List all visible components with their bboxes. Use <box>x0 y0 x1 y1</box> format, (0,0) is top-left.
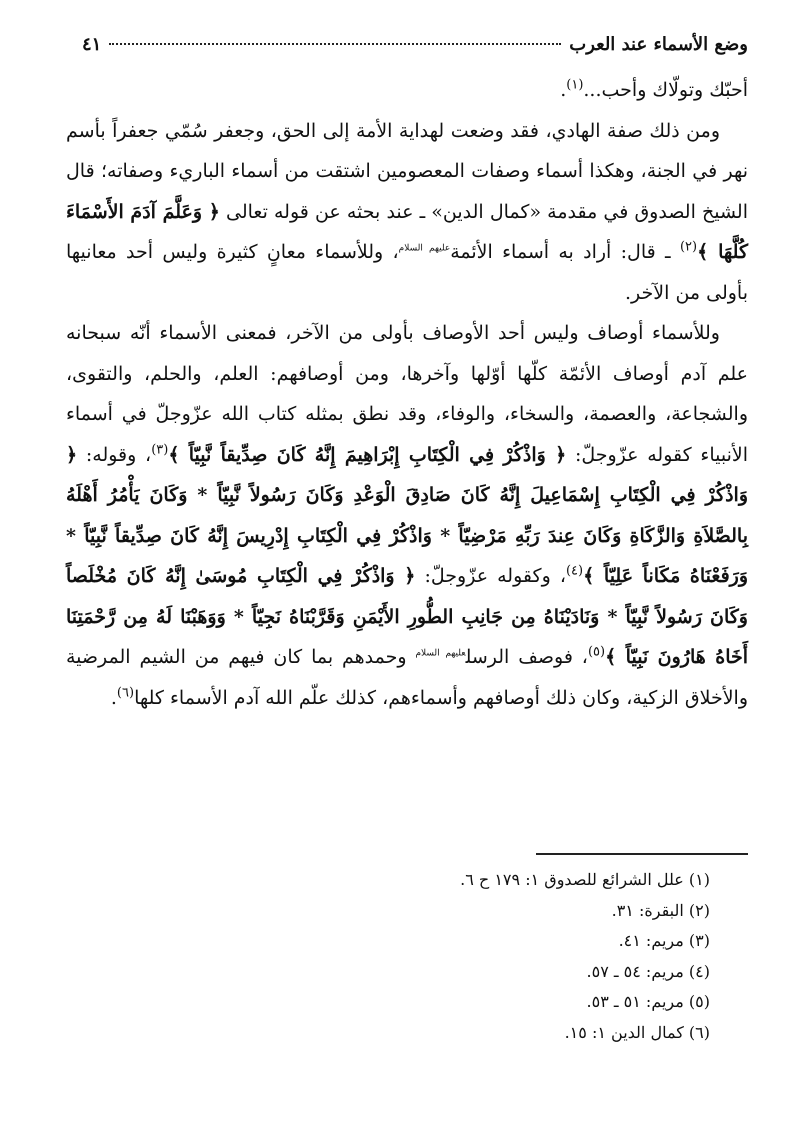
honorific-glyph: عليهم السلام <box>398 243 451 254</box>
paragraph <box>66 70 748 111</box>
footnote-item: (٦) كمال الدين ١: ١٥. <box>564 1022 710 1042</box>
footnote-ref: (٦) <box>116 685 135 701</box>
text-run: ، وللأسماء معانٍ كثيرة وليس أحد معانيها بأولى من الآخر. <box>66 241 748 304</box>
quran-verse: ﴿ وَاذْكُرْ فِي الْكِتَابِ إِبْرَاهِيمَ إِنَّهُ كَانَ صِدِّيقاً نَّبِيّاً ﴾ <box>168 443 567 466</box>
leader-dots <box>109 43 561 45</box>
footnote-item: (٤) مريم: ٥٤ ـ ٥٧. <box>586 961 710 981</box>
quran-verse: ﴿ وَاذْكُرْ فِي الْكِتَابِ إِسْمَاعِيلَ إِنَّهُ كَانَ صَادِقَ الْوَعْدِ وَكَانَ رَسُولاً نَّبِيّاً * وَكَانَ يَأْمُرُ أَهْلَهُ بِالصَّلاَةِ وَالزَّكَاةِ وَكَانَ عِندَ رَبِّهِ مَرْضِيّاً * وَاذْكُرْ فِي الْكِتَابِ إِدْرِيسَ إِنَّهُ كَانَ صِدِّيقاً نَّبِيّاً * وَرَفَعْنَاهُ مَكَاناً عَلِيّاً ﴾ <box>66 443 748 587</box>
footnote-ref: (٣) <box>151 442 169 458</box>
text-run: ومن ذلك صفة الهادي، فقد وضعت لهداية الأمة إلى الحق، وجعفر سُمّي جعفراً بأسم نهر في الجنة، وهكذا أسماء وصفات المعصومين اشتقت من أسماء الباريء وصفاته؛ قال الشيخ الصدوق في مقدمة «كمال الدين» ـ عند بحثه عن قوله تعالى <box>66 119 748 223</box>
text-run: ، وقوله: <box>77 443 152 466</box>
running-head <box>82 34 748 62</box>
footnote-ref: (٢) <box>679 239 698 255</box>
page-number: ٤١ <box>82 34 102 55</box>
paragraph <box>66 111 748 314</box>
footnote-item: (١) علل الشرائع للصدوق ١: ١٧٩ ح ٦. <box>460 870 710 889</box>
running-head-title: وضع الأسماء عند العرب <box>569 34 748 55</box>
footnote-item: (٥) مريم: ٥١ ـ ٥٣. <box>586 992 710 1011</box>
footnote-item: (٢) البقرة: ٣١. <box>611 900 710 920</box>
text-run: أحبّك وتولّاك وأحب... <box>583 79 748 101</box>
text-run: ، فوصف الرسل <box>465 646 588 668</box>
body-text <box>66 70 748 718</box>
honorific-glyph: عليهم السلام <box>415 648 466 659</box>
footnote-ref: (١) <box>566 77 584 93</box>
text-run: وحمدهم بما كان فيهم من الشيم المرضية والأخلاق الزكية، وكان ذلك أوصافهم وأسماءهم، كذلك علّم الله آدم الأسماء كلها <box>66 646 748 709</box>
quran-verse: ﴿ وَاذْكُرْ فِي الْكِتَابِ مُوسَىٰ إِنَّهُ كَانَ مُخْلَصاً وَكَانَ رَسُولاً نَّبِيّاً * وَنَادَيْنَاهُ مِن جَانِبِ الطُّورِ الأَيْمَنِ وَقَرَّبْنَاهُ نَجِيّاً * وَوَهَبْنَا لَهُ مِن رَّحْمَتِنَا أَخَاهُ هَارُونَ نَبِيّاً ﴾ <box>66 565 749 668</box>
paragraph <box>66 313 748 718</box>
text-run: . <box>110 686 117 709</box>
footnote-item: (٣) مريم: ٤١. <box>618 931 710 950</box>
text-run: . <box>560 79 567 101</box>
footnote-ref: (٥) <box>587 644 606 660</box>
text-run: وللأسماء أوصاف وليس أحد الأوصاف بأولى من الآخر، فمعنى الأسماء أنّه سبحانه علم آدم أوصاف الأئمّة كلّها أوّلها وآخرها، ومن أوصافهم: العلم، والحلم، والتقوى، والشجاعة، والعصمة، والسخاء، والوفاء، وقد نطق بمثله كتاب الله عزّوجلّ في أسماء الأنبياء كقوله عزّوجلّ: <box>66 322 748 466</box>
footnote-separator <box>536 853 748 855</box>
text-run: ، وكقوله عزّوجلّ: <box>415 565 566 587</box>
quran-verse: ﴿ وَعَلَّمَ آدَمَ الأَسْمَاءَ كُلَّهَا ﴾ <box>66 200 749 263</box>
footnotes <box>200 865 710 1048</box>
text-run: ـ قال: أراد به أسماء الأئمة <box>450 241 680 263</box>
footnote-ref: (٤) <box>565 563 584 579</box>
